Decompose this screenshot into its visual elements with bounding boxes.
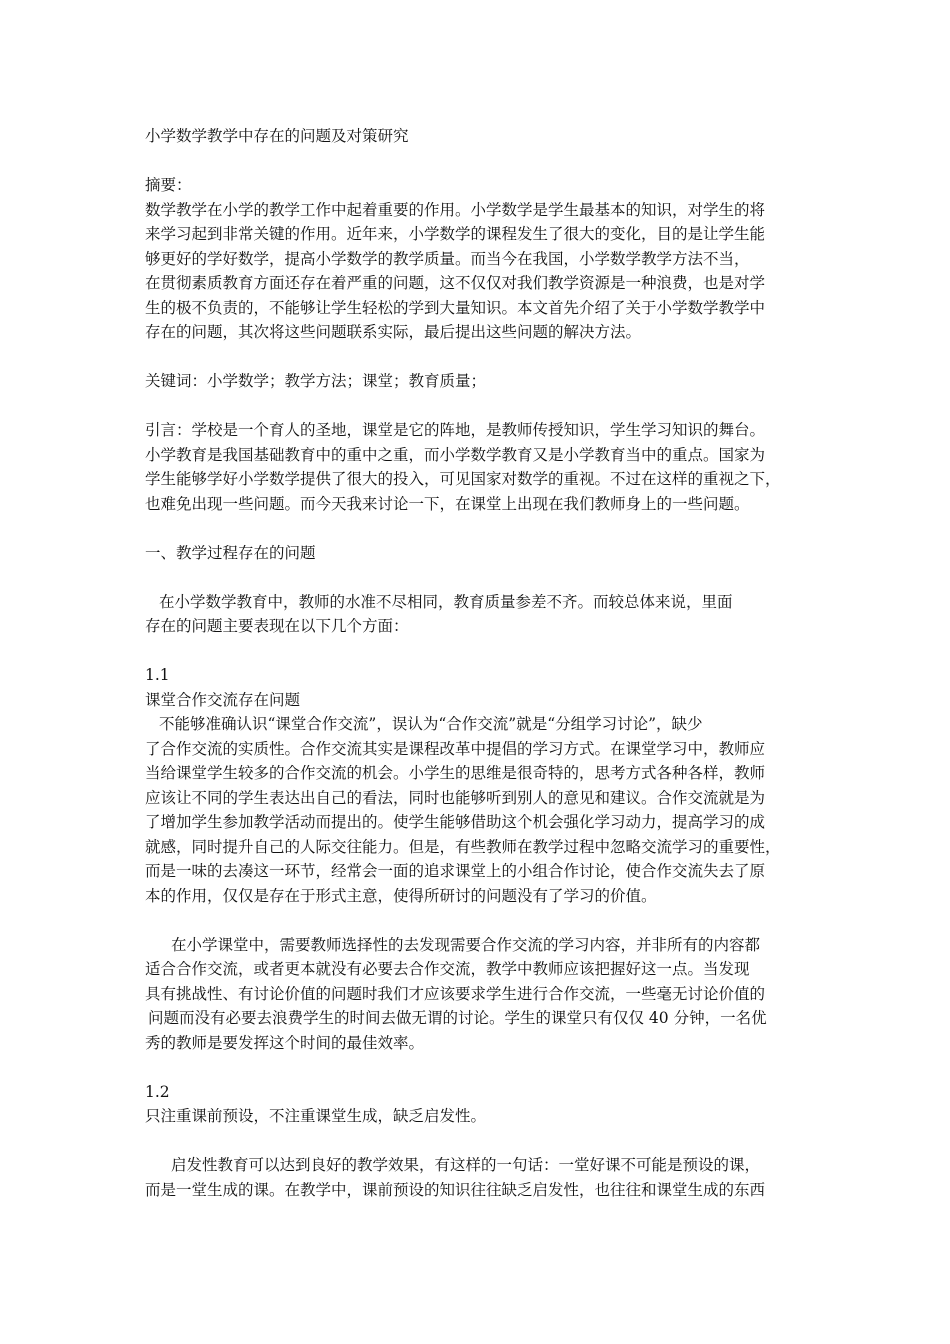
spacer (145, 1055, 825, 1080)
intro-line: 小学教育是我国基础教育中的重中之重，而小学数学教育又是小学教育当中的重点。国家为 (145, 445, 766, 464)
paragraph-line: 了合作交流的实质性。合作交流其实是课程改革中提倡的学习方式。在课堂学习中，教师应 (145, 739, 766, 758)
spacer (145, 149, 825, 174)
paragraph-line: 就感，同时提升自己的人际交往能力。但是，有些教师在教学过程中忽略交流学习的重要性， (145, 837, 781, 856)
subsection-1-1-paragraph-1 (145, 712, 825, 908)
document-page (145, 124, 825, 1202)
spacer (145, 1129, 825, 1154)
spacer (145, 639, 825, 664)
introduction-paragraph (145, 418, 825, 516)
spacer (145, 345, 825, 370)
spacer (145, 516, 825, 541)
paragraph-line: 了增加学生参加教学活动而提出的。使学生能够借助这个机会强化学习动力，提高学习的成 (145, 813, 766, 831)
spacer (145, 908, 825, 933)
paragraph-line: 当给课堂学生较多的合作交流的机会。小学生的思维是很奇特的，思考方式各种各样，教师 (145, 764, 766, 782)
abstract-line: 在贯彻素质教育方面还存在着严重的问题，这不仅仅对我们教学资源是一种浪费，也是对学 (145, 274, 766, 292)
paragraph-line: 在小学课堂中，需要教师选择性的去发现需要合作交流的学习内容，并非所有的内容都 (171, 935, 761, 954)
intro-line: 也难免出现一些问题。而今天我来讨论一下，在课堂上出现在我们教师身上的一些问题。 (145, 494, 750, 513)
abstract-line: 够更好的学好数学，提高小学数学的教学质量。而当今在我国，小学数学教学方法不当， (145, 249, 750, 268)
paragraph-line: 秀的教师是要发挥这个时间的最佳效率。 (145, 1033, 425, 1052)
spacer (145, 394, 825, 419)
subsection-1-2-title: 只注重课前预设，不注重课堂生成，缺乏启发性。 (145, 1107, 487, 1125)
intro-line: 引言：学校是一个育人的圣地，课堂是它的阵地，是教师传授知识，学生学习知识的舞台。 (145, 421, 766, 439)
keywords-line: 关键词：小学数学；教学方法；课堂；教育质量； (145, 372, 487, 390)
abstract-line: 生的极不负责的，不能够让学生轻松的学到大量知识。本文首先介绍了关于小学数学教学中 (145, 298, 766, 317)
subsection-1-2-paragraph-1 (145, 1153, 825, 1202)
abstract-line: 存在的问题，其次将这些问题联系实际，最后提出这些问题的解决方法。 (145, 323, 642, 341)
abstract-line: 数学教学在小学的教学工作中起着重要的作用。小学数学是学生最基本的知识，对学生的将 (145, 200, 766, 219)
paragraph-line: 而是一堂生成的课。在教学中，课前预设的知识往往缺乏启发性，也往往和课堂生成的东西 (145, 1180, 766, 1199)
section-1-line: 存在的问题主要表现在以下几个方面： (145, 617, 409, 635)
abstract-heading: 摘要： (145, 176, 192, 194)
section-1-heading: 一、教学过程存在的问题 (145, 543, 316, 562)
paragraph-line: 问题而没有必要去浪费学生的时间去做无谓的讨论。学生的课堂只有仅仅 40 分钟，一名优 (148, 1009, 767, 1027)
section-1-line: 在小学数学教育中，教师的水准不尽相同，教育质量参差不齐。而较总体来说，里面 (159, 592, 733, 611)
section-1-paragraph (145, 590, 825, 639)
document-title: 小学数学教学中存在的问题及对策研究 (145, 127, 409, 145)
paragraph-line: 不能够准确认识“课堂合作交流”，误认为“合作交流”就是“分组学习讨论”，缺少 (159, 715, 703, 733)
intro-line: 学生能够学好小学数学提供了很大的投入，可见国家对数学的重视。不过在这样的重视之下， (145, 470, 781, 488)
abstract-paragraph (145, 198, 825, 345)
abstract-line: 来学习起到非常关键的作用。近年来，小学数学的课程发生了很大的变化，目的是让学生能 (145, 225, 766, 243)
subsection-1-1-paragraph-2 (145, 933, 825, 1056)
paragraph-line: 应该让不同的学生表达出自己的看法，同时也能够听到别人的意见和建议。合作交流就是为 (145, 788, 766, 807)
paragraph-line: 具有挑战性、有讨论价值的问题时我们才应该要求学生进行合作交流，一些毫无讨论价值的 (145, 984, 766, 1003)
spacer (145, 565, 825, 590)
paragraph-line: 本的作用，仅仅是存在于形式主意，使得所研讨的问题没有了学习的价值。 (145, 886, 657, 905)
subsection-1-2-number: 1.2 (145, 1082, 170, 1101)
subsection-1-1-title: 课堂合作交流存在问题 (145, 690, 301, 709)
subsection-1-1-number: 1.1 (145, 666, 170, 684)
paragraph-line: 适合合作交流，或者更本就没有必要去合作交流，教学中教师应该把握好这一点。当发现 (145, 960, 750, 978)
paragraph-line: 启发性教育可以达到良好的教学效果，有这样的一句话：一堂好课不可能是预设的课， (171, 1156, 761, 1174)
paragraph-line: 而是一味的去凑这一环节，经常会一面的追求课堂上的小组合作讨论，使合作交流失去了原 (145, 862, 766, 880)
